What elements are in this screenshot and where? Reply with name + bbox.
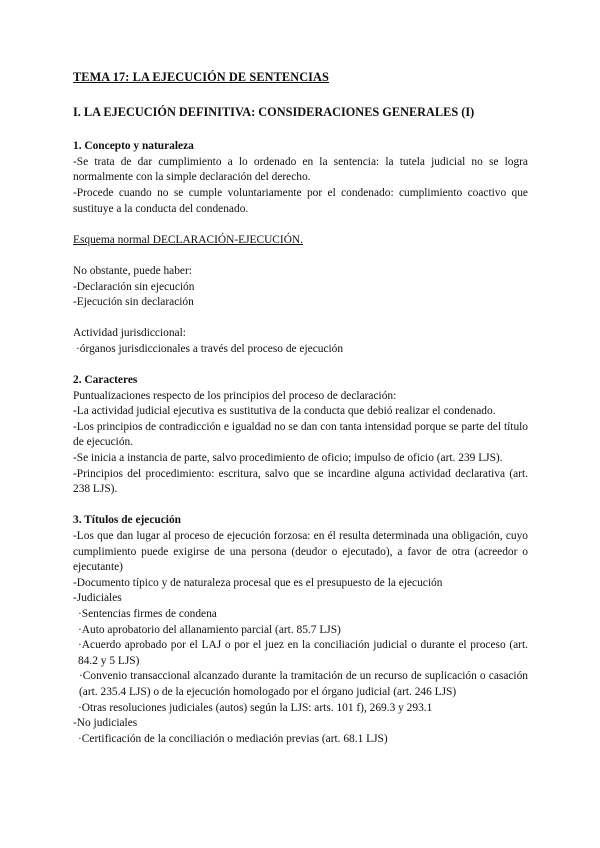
list-item: ·Acuerdo aprobado por el LAJ o por el juez en la conciliación judicial o durante el proceso (art. 84.2 y 5 LJS)	[78, 639, 528, 667]
paragraph: Actividad jurisdiccional:	[73, 327, 186, 340]
list-item: ·Convenio transaccional alcanzado durante la tramitación de un recurso de suplicación o casación (art. 235.4 LJS) o de la ejecución homologado por el órgano judicial (art. 246 LJS)	[79, 670, 528, 698]
paragraph: -Se trata de dar cumplimiento a lo ordenado en la sentencia: la tutela judicial no se logra normalmente con la simple declaración del derecho.	[73, 155, 528, 184]
section-title: I. LA EJECUCIÓN DEFINITIVA: CONSIDERACIONES GENERALES (I)	[73, 104, 475, 119]
list-item: ·Certificación de la conciliación o mediación previas (art. 68.1 LJS)	[78, 732, 388, 745]
page-title: TEMA 17: LA EJECUCIÓN DE SENTENCIAS	[73, 70, 329, 84]
list-item: ·órganos jurisdiccionales a través del proceso de ejecución	[76, 342, 344, 355]
paragraph: -Documento típico y de naturaleza procesal que es el presupuesto de la ejecución	[73, 576, 443, 589]
list-item: ·Auto aprobatorio del allanamiento parcial (art. 85.7 LJS)	[78, 623, 341, 636]
list-item: -Ejecución sin declaración	[73, 296, 194, 309]
list-item: -Declaración sin ejecución	[73, 280, 195, 293]
list-item: ·Otras resoluciones judiciales (autos) según la LJS: arts. 101 f), 269.3 y 293.1	[78, 701, 433, 714]
list-heading: -No judiciales	[73, 717, 138, 730]
paragraph: -Los que dan lugar al proceso de ejecución forzosa: en él resulta determinada una obligación, cuyo cumplimiento puede exigirse de una persona (deudor o ejecutado), a favor de otra (acreedor o ejecutante)	[73, 530, 528, 574]
heading-titulos: 3. Títulos de ejecución	[73, 514, 181, 527]
esquema-heading: Esquema normal DECLARACIÓN-EJECUCIÓN.	[73, 233, 303, 246]
list-item: -Los principios de contradicción e igualdad no se dan con tanta intensidad porque se parte del título de ejecución.	[73, 420, 528, 449]
paragraph: -Procede cuando no se cumple voluntariamente por el condenado: cumplimiento coactivo que sustituye a la conducta del condenado.	[73, 186, 528, 215]
list-item: -La actividad judicial ejecutiva es sustitutiva de la conducta que debió realizar el condenado.	[73, 405, 496, 418]
list-item: -Se inicia a instancia de parte, salvo procedimiento de oficio; impulso de oficio (art. 239 LJS).	[73, 452, 503, 465]
heading-concepto: 1. Concepto y naturaleza	[73, 140, 194, 153]
list-item: ·Sentencias firmes de condena	[78, 608, 217, 620]
heading-caracteres: 2. Caracteres	[73, 374, 138, 387]
document-page	[73, 70, 528, 747]
list-item: -Principios del procedimiento: escritura, salvo que se incardine alguna actividad declarativa (art. 238 LJS).	[73, 467, 528, 496]
list-heading: -Judiciales	[73, 592, 122, 605]
paragraph: Puntualizaciones respecto de los principios del proceso de declaración:	[73, 389, 397, 402]
paragraph: No obstante, puede haber:	[73, 264, 192, 277]
